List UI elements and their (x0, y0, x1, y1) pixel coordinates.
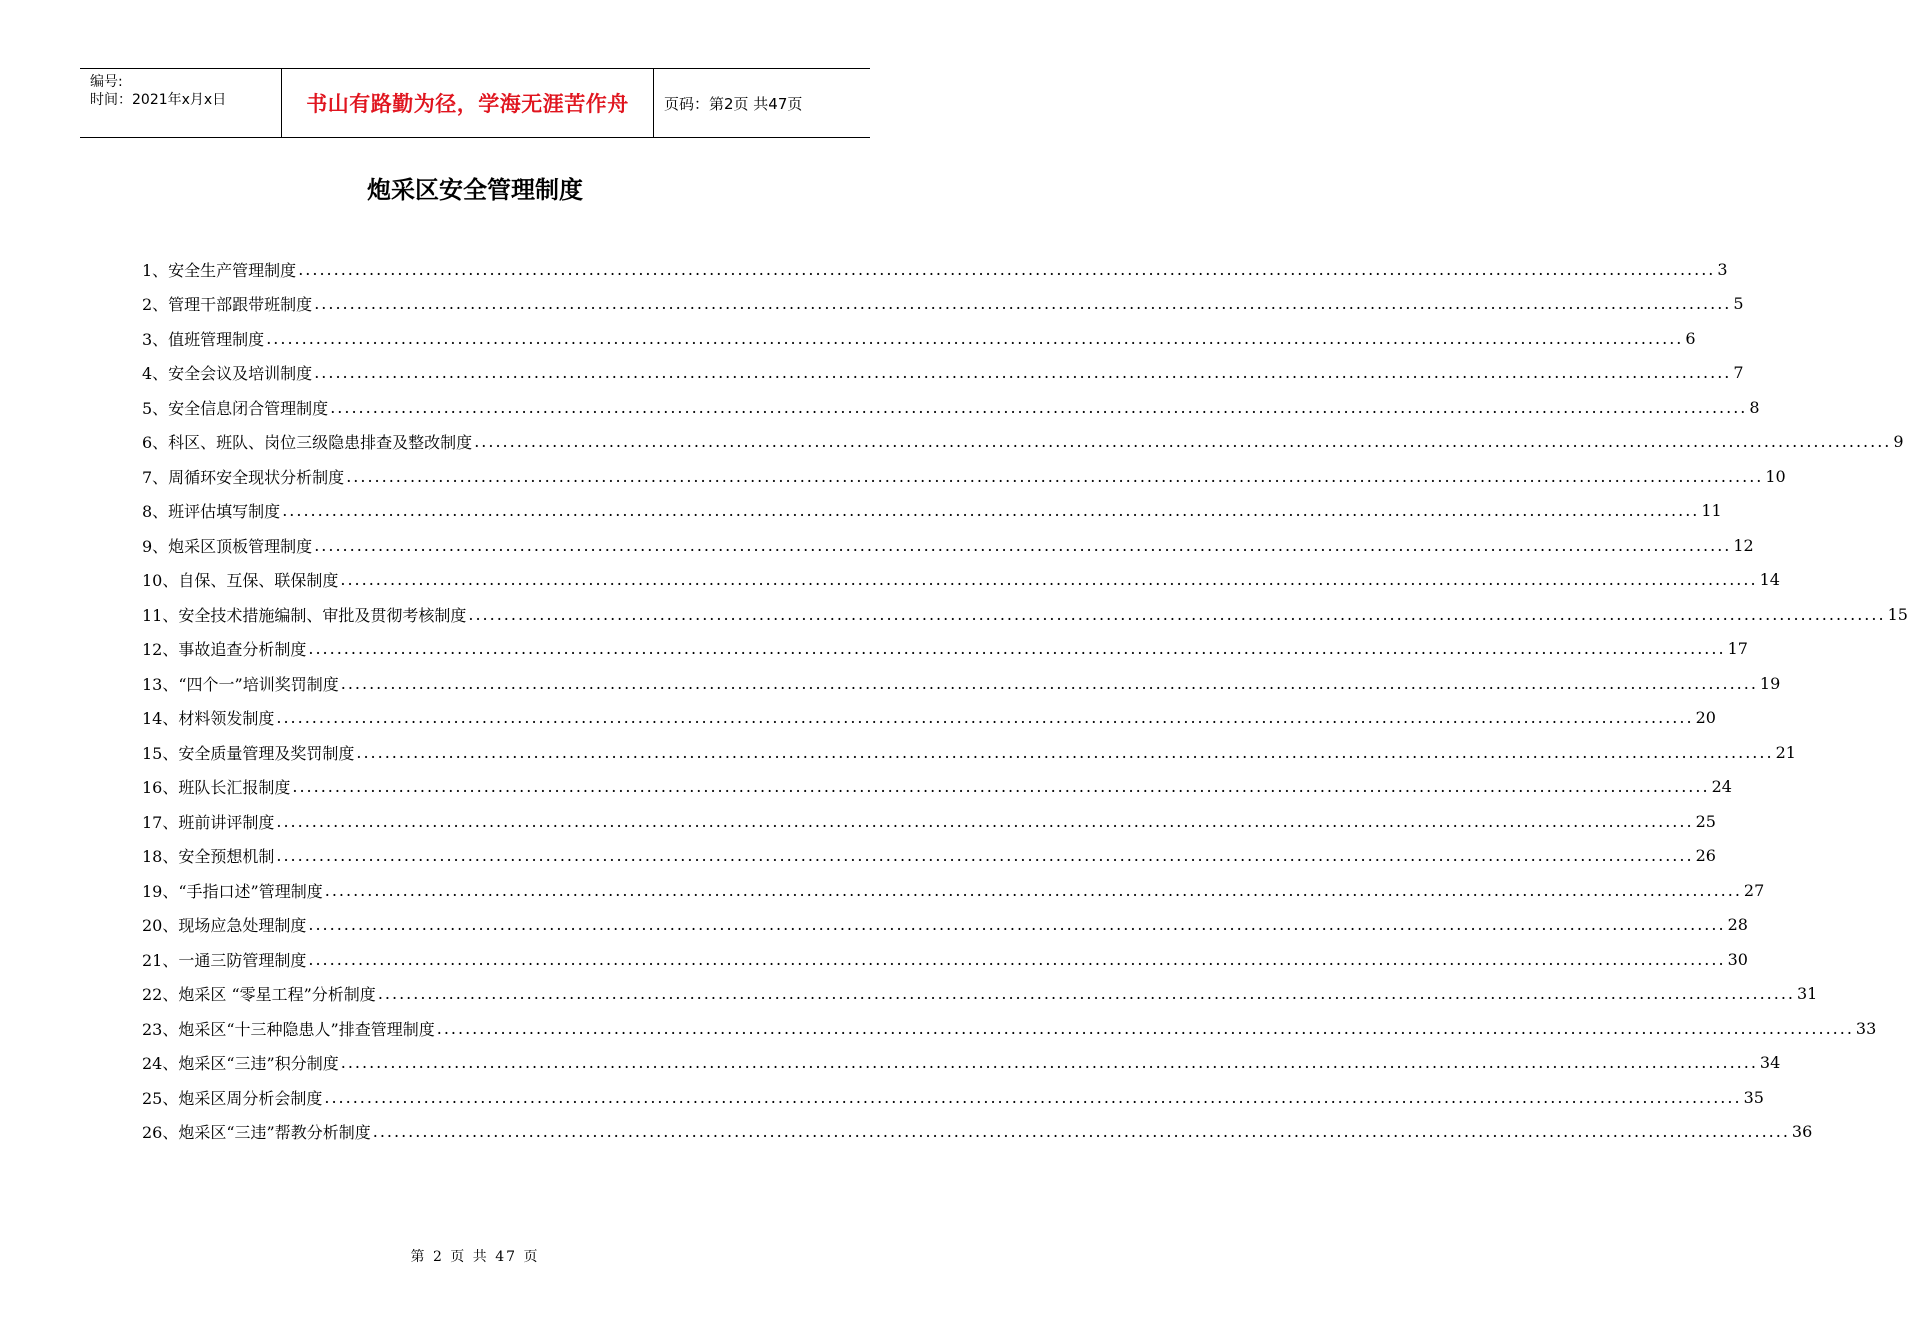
toc-entry[interactable] (142, 701, 1716, 736)
toc-entry-page: 9 (1893, 432, 1904, 452)
toc-entry-page: 3 (1717, 259, 1728, 279)
document-number-label: 编号: (90, 74, 123, 90)
toc-entry-page: 26 (1695, 846, 1716, 866)
toc-entry-page: 5 (1733, 294, 1744, 314)
toc-entry[interactable] (142, 770, 1732, 805)
toc-entry[interactable] (142, 1080, 1764, 1115)
toc-entry-page: 17 (1727, 639, 1748, 659)
toc-entry[interactable] (142, 1115, 1813, 1150)
toc-entry[interactable] (142, 942, 1748, 977)
toc-entry-label: 24、炮采区“三违”积分制度 (142, 1054, 339, 1074)
toc-entry[interactable] (142, 252, 1728, 287)
toc-dot-leader: ........................................................................................................................................................................................................ (308, 915, 1726, 935)
toc-entry-page: 15 (1887, 604, 1908, 624)
toc-entry[interactable] (142, 839, 1716, 874)
toc-entry-page: 30 (1727, 949, 1748, 969)
document-time-label: 时间：2021年x月x日 (90, 92, 227, 108)
document-title: 炮采区安全管理制度 (367, 176, 583, 204)
toc-dot-leader: ........................................................................................................................................................................................................ (314, 294, 1732, 314)
toc-entry[interactable] (142, 459, 1786, 494)
toc-entry-page: 7 (1733, 363, 1744, 383)
toc-entry-page: 10 (1765, 466, 1786, 486)
toc-entry-label: 15、安全质量管理及奖罚制度 (142, 743, 355, 763)
toc-dot-leader: ........................................................................................................................................................................................................ (266, 328, 1684, 348)
header-motto-cell (282, 69, 654, 137)
toc-entry[interactable] (142, 321, 1696, 356)
toc-entry-label: 16、班队长汇报制度 (142, 778, 291, 798)
toc-dot-leader: ........................................................................................................................................................................................................ (436, 1018, 1854, 1038)
toc-entry[interactable] (142, 873, 1765, 908)
toc-entry[interactable] (142, 908, 1748, 943)
toc-entry[interactable] (142, 632, 1748, 667)
toc-dot-leader: ........................................................................................................................................................................................................ (276, 708, 1694, 728)
toc-entry-page: 34 (1759, 1053, 1781, 1073)
toc-entry-page: 11 (1701, 501, 1722, 521)
toc-dot-leader: ........................................................................................................................................................................................................ (372, 1122, 1790, 1142)
toc-entry-label: 12、事故追查分析制度 (142, 640, 307, 660)
toc-entry-label: 14、材料领发制度 (142, 709, 275, 729)
page-header (80, 68, 870, 138)
toc-entry-label: 21、一通三防管理制度 (142, 950, 307, 970)
toc-dot-leader: ........................................................................................................................................................................................................ (308, 949, 1726, 969)
toc-entry-page: 33 (1855, 1018, 1877, 1038)
toc-dot-leader: ........................................................................................................................................................................................................ (308, 639, 1726, 659)
toc-entry-page: 35 (1743, 1087, 1764, 1107)
toc-entry[interactable] (142, 528, 1754, 563)
toc-entry-page: 20 (1695, 708, 1716, 728)
toc-entry[interactable] (142, 356, 1744, 391)
toc-entry-label: 11、安全技术措施编制、审批及贯彻考核制度 (142, 605, 467, 625)
toc-entry-page: 31 (1797, 984, 1818, 1004)
toc-entry[interactable] (142, 666, 1781, 701)
toc-entry-label: 3、值班管理制度 (142, 329, 265, 349)
toc-entry-page: 6 (1685, 328, 1696, 348)
toc-entry[interactable] (142, 1011, 1877, 1046)
toc-entry-label: 2、管理干部跟带班制度 (142, 295, 313, 315)
toc-dot-leader: ........................................................................................................................................................................................................ (276, 811, 1694, 831)
toc-dot-leader: ........................................................................................................................................................................................................ (340, 673, 1758, 693)
toc-dot-leader: ........................................................................................................................................................................................................ (474, 432, 1892, 452)
toc-dot-leader: ........................................................................................................................................................................................................ (314, 363, 1732, 383)
toc-entry[interactable] (142, 804, 1716, 839)
toc-entry-label: 20、现场应急处理制度 (142, 916, 307, 936)
toc-entry-label: 17、班前讲评制度 (142, 812, 275, 832)
header-page-info: 页码：第2页 共47页 (664, 94, 803, 113)
toc-entry[interactable] (142, 563, 1780, 598)
toc-entry-label: 25、炮采区周分析会制度 (142, 1088, 323, 1108)
toc-entry-label: 5、安全信息闭合管理制度 (142, 398, 329, 418)
toc-entry[interactable] (142, 1046, 1781, 1081)
toc-dot-leader: ........................................................................................................................................................................................................ (276, 846, 1694, 866)
toc-entry[interactable] (142, 287, 1744, 322)
toc-dot-leader: ........................................................................................................................................................................................................ (282, 501, 1700, 521)
toc-entry-label: 9、炮采区顶板管理制度 (142, 536, 313, 556)
toc-entry[interactable] (142, 494, 1722, 529)
toc-entry-page: 8 (1749, 397, 1760, 417)
toc-dot-leader: ........................................................................................................................................................................................................ (292, 777, 1710, 797)
toc-entry-label: 22、炮采区 “零星工程”分析制度 (142, 985, 376, 1005)
toc-entry-page: 24 (1711, 777, 1732, 797)
toc-entry-page: 19 (1759, 673, 1781, 693)
toc-entry-page: 25 (1695, 811, 1716, 831)
page-footer: 第 2 页 共 47 页 (410, 1249, 540, 1265)
toc-entry-page: 21 (1775, 742, 1796, 762)
toc-entry-label: 10、自保、互保、联保制度 (142, 571, 339, 591)
toc-entry[interactable] (142, 597, 1908, 632)
toc-dot-leader: ........................................................................................................................................................................................................ (346, 466, 1764, 486)
toc-entry-label: 7、周循环安全现状分析制度 (142, 467, 345, 487)
toc-entry-page: 14 (1759, 570, 1780, 590)
toc-entry-page: 12 (1733, 535, 1754, 555)
toc-entry-label: 1、安全生产管理制度 (142, 260, 297, 280)
table-of-contents (142, 252, 1908, 1149)
toc-dot-leader: ........................................................................................................................................................................................................ (356, 742, 1774, 762)
toc-entry[interactable] (142, 735, 1796, 770)
toc-entry-label: 18、安全预想机制 (142, 847, 275, 867)
toc-dot-leader: ........................................................................................................................................................................................................ (468, 604, 1886, 624)
toc-entry-label: 19、“手指口述”管理制度 (142, 881, 323, 901)
toc-entry-label: 26、炮采区“三违”帮教分析制度 (142, 1123, 371, 1143)
toc-entry-label: 8、班评估填写制度 (142, 502, 281, 522)
header-page-cell (654, 69, 870, 137)
header-meta-cell (80, 69, 282, 137)
toc-entry-label: 23、炮采区“十三种隐患人”排查管理制度 (142, 1019, 435, 1039)
toc-dot-leader: ........................................................................................................................................................................................................ (377, 984, 1795, 1004)
toc-entry-page: 27 (1743, 880, 1765, 900)
toc-dot-leader: ........................................................................................................................................................................................................ (314, 535, 1732, 555)
toc-dot-leader: ........................................................................................................................................................................................................ (298, 259, 1716, 279)
toc-dot-leader: ........................................................................................................................................................................................................ (330, 397, 1748, 417)
toc-entry[interactable] (142, 977, 1818, 1012)
toc-entry-page: 36 (1791, 1122, 1813, 1142)
toc-entry-label: 6、科区、班队、岗位三级隐患排查及整改制度 (142, 433, 473, 453)
toc-entry[interactable] (142, 425, 1904, 460)
toc-entry-label: 4、安全会议及培训制度 (142, 364, 313, 384)
toc-dot-leader: ........................................................................................................................................................................................................ (340, 1053, 1758, 1073)
header-motto: 书山有路勤为径，学海无涯苦作舟 (306, 92, 629, 116)
toc-entry-page: 28 (1727, 915, 1748, 935)
toc-dot-leader: ........................................................................................................................................................................................................ (340, 570, 1758, 590)
toc-entry-label: 13、“四个一”培训奖罚制度 (142, 674, 339, 694)
toc-entry[interactable] (142, 390, 1760, 425)
toc-dot-leader: ........................................................................................................................................................................................................ (324, 1087, 1742, 1107)
toc-dot-leader: ........................................................................................................................................................................................................ (324, 880, 1742, 900)
